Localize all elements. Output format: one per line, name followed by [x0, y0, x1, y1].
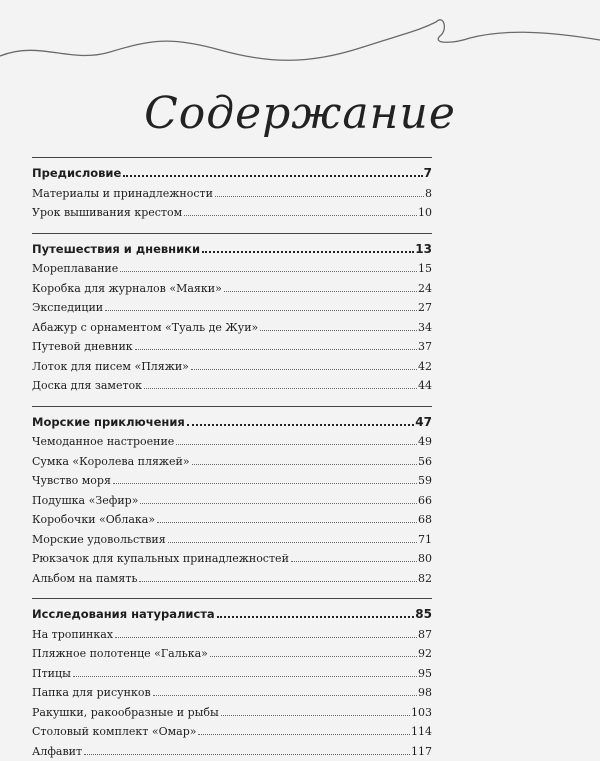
dot-leader: [144, 388, 417, 389]
toc-entry[interactable]: [32, 318, 432, 338]
section-divider: [32, 233, 432, 234]
dot-leader: [115, 637, 417, 638]
toc-entry-page: 103: [411, 703, 432, 723]
toc-entry[interactable]: [32, 683, 432, 703]
toc-entry[interactable]: [32, 742, 432, 761]
toc-heading-page: 85: [415, 605, 432, 625]
toc-entry-page: 56: [418, 452, 432, 472]
dot-leader: [192, 464, 417, 465]
section-divider: [32, 598, 432, 599]
toc-entry-label: Альбом на память: [32, 569, 137, 589]
toc-section: [32, 406, 432, 589]
toc-entry[interactable]: [32, 549, 432, 569]
toc-heading-label: Предисловие: [32, 164, 121, 184]
dot-leader: [198, 734, 410, 735]
toc-entry-page: 8: [425, 184, 432, 204]
dot-leader: [157, 522, 417, 523]
dot-leader: [73, 676, 417, 677]
toc-entry-label: Урок вышивания крестом: [32, 203, 182, 223]
toc-entry-label: Доска для заметок: [32, 376, 142, 396]
toc-entry[interactable]: [32, 184, 432, 204]
toc-entry-label: Коробочки «Облака»: [32, 510, 155, 530]
toc-entry-page: 82: [418, 569, 432, 589]
toc-entry-page: 42: [418, 357, 432, 377]
toc-entry-label: Чувство моря: [32, 471, 111, 491]
dot-leader: [113, 483, 417, 484]
toc-entry[interactable]: [32, 625, 432, 645]
toc-entry-label: Подушка «Зефир»: [32, 491, 138, 511]
toc-entry-label: Пляжное полотенце «Галька»: [32, 644, 208, 664]
dot-leader: [84, 754, 410, 755]
toc-entry[interactable]: [32, 569, 432, 589]
toc-heading[interactable]: [32, 240, 432, 260]
toc-entry-label: Коробка для журналов «Маяки»: [32, 279, 222, 299]
dot-leader: [153, 695, 417, 696]
toc-entry[interactable]: [32, 452, 432, 472]
toc-entry[interactable]: [32, 664, 432, 684]
toc-entry[interactable]: [32, 644, 432, 664]
dot-leader: [260, 330, 417, 331]
toc-entry[interactable]: [32, 510, 432, 530]
toc-entry[interactable]: [32, 203, 432, 223]
dot-leader: [210, 656, 417, 657]
toc-entry-page: 114: [411, 722, 432, 742]
toc-heading[interactable]: [32, 164, 432, 184]
toc-entry-label: Рюкзачок для купальных принадлежностей: [32, 549, 289, 569]
toc-entry[interactable]: [32, 337, 432, 357]
toc-heading-label: Морские приключения: [32, 413, 185, 433]
toc-entry-label: Мореплавание: [32, 259, 118, 279]
toc-entry[interactable]: [32, 259, 432, 279]
toc-entry-page: 80: [418, 549, 432, 569]
toc-entry[interactable]: [32, 722, 432, 742]
section-divider: [32, 406, 432, 407]
dot-leader: [135, 349, 417, 350]
toc-entry[interactable]: [32, 357, 432, 377]
toc-entry-label: Морские удовольствия: [32, 530, 166, 550]
dot-leader: [120, 271, 417, 272]
toc-entry-label: Папка для рисунков: [32, 683, 151, 703]
toc-entry-label: Абажур с орнаментом «Туаль де Жуи»: [32, 318, 258, 338]
toc-entry-label: Путевой дневник: [32, 337, 133, 357]
dot-leader: [291, 561, 417, 562]
toc-entry-label: Ракушки, ракообразные и рыбы: [32, 703, 219, 723]
toc-entry-label: Экспедиции: [32, 298, 103, 318]
toc-entry-page: 117: [411, 742, 432, 761]
toc-heading-label: Путешествия и дневники: [32, 240, 200, 260]
toc-entry-page: 68: [418, 510, 432, 530]
toc-entry-page: 87: [418, 625, 432, 645]
toc-entry-page: 98: [418, 683, 432, 703]
toc-heading-page: 13: [415, 240, 432, 260]
toc-section: [32, 233, 432, 396]
toc-entry[interactable]: [32, 471, 432, 491]
toc-entry-page: 49: [418, 432, 432, 452]
toc-entry-label: На тропинках: [32, 625, 113, 645]
dot-leader: [187, 424, 415, 426]
toc-entry-page: 34: [418, 318, 432, 338]
toc-entry[interactable]: [32, 703, 432, 723]
toc-entry[interactable]: [32, 298, 432, 318]
dot-leader: [184, 215, 417, 216]
dot-leader: [221, 715, 410, 716]
toc-heading-label: Исследования натуралиста: [32, 605, 215, 625]
toc-entry-page: 24: [418, 279, 432, 299]
toc-entry-label: Материалы и принадлежности: [32, 184, 213, 204]
toc-entry-page: 59: [418, 471, 432, 491]
dot-leader: [224, 291, 417, 292]
toc-entry-label: Алфавит: [32, 742, 82, 761]
dot-leader: [105, 310, 417, 311]
toc-entry-page: 27: [418, 298, 432, 318]
toc-entry-page: 37: [418, 337, 432, 357]
toc-heading[interactable]: [32, 605, 432, 625]
toc-entry-page: 71: [418, 530, 432, 550]
toc-entry-page: 95: [418, 664, 432, 684]
table-of-contents: [32, 157, 432, 761]
toc-entry-page: 92: [418, 644, 432, 664]
dot-leader: [139, 581, 417, 582]
toc-entry-label: Птицы: [32, 664, 71, 684]
toc-heading-page: 7: [424, 164, 432, 184]
dot-leader: [140, 503, 417, 504]
toc-entry[interactable]: [32, 530, 432, 550]
dot-leader: [176, 444, 417, 445]
toc-entry-label: Сумка «Королева пляжей»: [32, 452, 190, 472]
toc-entry-label: Лоток для писем «Пляжи»: [32, 357, 189, 377]
toc-entry[interactable]: [32, 279, 432, 299]
toc-section: [32, 157, 432, 223]
dot-leader: [191, 369, 417, 370]
toc-heading[interactable]: [32, 413, 432, 433]
decorative-swirl-icon: [0, 0, 600, 80]
toc-heading-page: 47: [415, 413, 432, 433]
toc-entry-page: 15: [418, 259, 432, 279]
toc-entry[interactable]: [32, 432, 432, 452]
dot-leader: [217, 616, 415, 618]
dot-leader: [215, 196, 424, 197]
toc-entry-page: 66: [418, 491, 432, 511]
page-title: Содержание: [0, 88, 600, 139]
toc-entry-label: Столовый комплект «Омар»: [32, 722, 196, 742]
toc-entry[interactable]: [32, 491, 432, 511]
toc-entry-page: 44: [418, 376, 432, 396]
dot-leader: [123, 175, 422, 177]
toc-section: [32, 598, 432, 761]
toc-entry-label: Чемоданное настроение: [32, 432, 174, 452]
toc-entry-page: 10: [418, 203, 432, 223]
toc-entry[interactable]: [32, 376, 432, 396]
section-divider: [32, 157, 432, 158]
dot-leader: [168, 542, 417, 543]
dot-leader: [202, 251, 414, 253]
